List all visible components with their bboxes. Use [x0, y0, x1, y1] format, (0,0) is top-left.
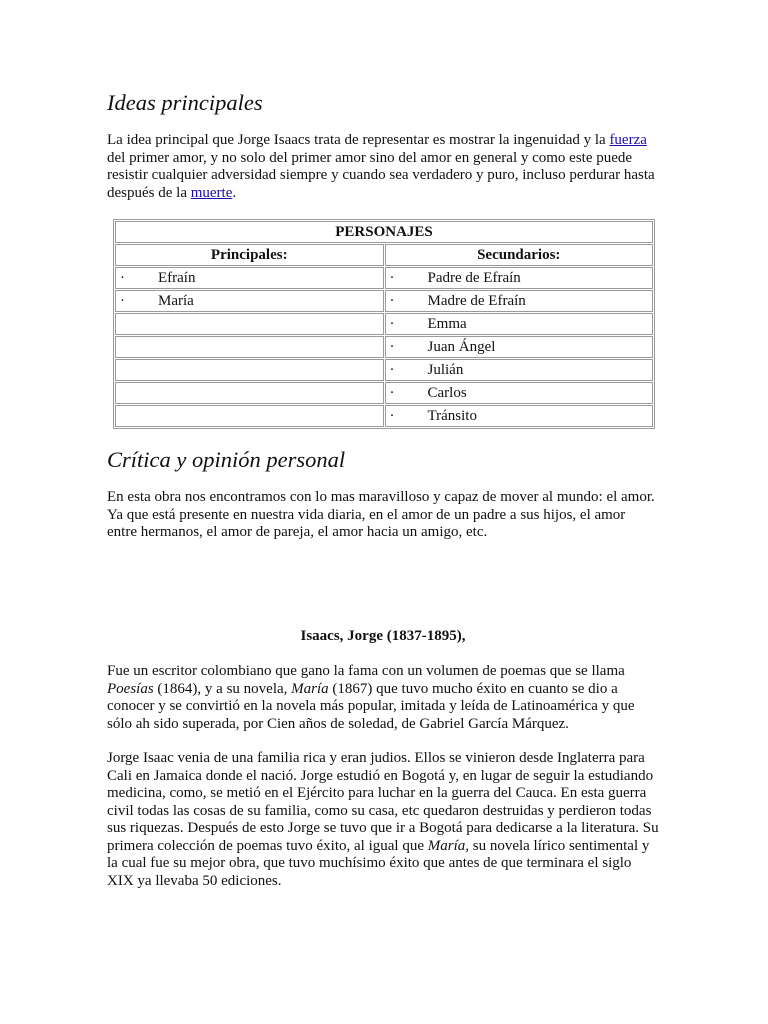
table-title-row: [115, 221, 653, 243]
critica-paragraph: En esta obra nos encontramos con lo mas maravilloso y capaz de mover al mundo: el amor. Ya que está presente en nuestra vida diaria, en el amor de un padre a sus hijos, el amor entre hermanos, el amor de pareja, el amor hacia un amigo, etc.: [107, 489, 655, 540]
table-row: [115, 359, 653, 381]
biography-paragraph-1: [107, 663, 659, 733]
table-row: [115, 290, 653, 312]
personajes-table: [113, 219, 655, 429]
secundario-name: Juan Ángel: [427, 339, 496, 355]
biography-paragraph-2: [107, 750, 659, 890]
principal-cell: [115, 313, 384, 335]
maria-title: María: [291, 680, 329, 697]
bio-p2-text-b: su novela lírico sentimental y la cual fue su mejor obra, que tuvo muchísimo éxito que antes de que terminara el siglo XIX ya llevaba 50 ediciones.: [107, 837, 650, 889]
table-row: [115, 405, 653, 427]
bio-p2-text-a: Jorge Isaac venia de una familia rica y eran judios. Ellos se vinieron desde Inglaterra para Cali en Jamaica donde el nació. Jorge estudió en Bogotá y, en lugar de seguir la estudiando medicina, como, se metió en el Ejército para luchar en la guerra del Cauca. En esta guerra civil todas las cosas de su familia, como su casa, etc quedaron destruidas y perdieron todas sus riquezas. Después de esto Jorge se tuvo que ir a Bogotá para dedicarse a la literatura. Su primera colección de poemas tuvo éxito, al igual que: [107, 750, 659, 854]
bullet: ·: [389, 408, 395, 424]
principales-header: Principales:: [115, 244, 384, 266]
table-row: [115, 382, 653, 404]
muerte-link[interactable]: muerte: [190, 184, 233, 201]
secundario-name: Padre de Efraín: [427, 270, 521, 286]
bullet: ·: [389, 385, 395, 401]
secundario-cell: [385, 382, 654, 404]
poesias-title: Poesías: [107, 680, 154, 697]
principal-cell: [115, 405, 384, 427]
secundario-name: Madre de Efraín: [427, 293, 526, 309]
secundario-cell: [385, 267, 654, 289]
section-title-critica: Crítica y opinión personal: [107, 447, 346, 472]
secundario-name: Emma: [427, 316, 467, 332]
ideas-text-1: La idea principal que Jorge Isaacs trata de representar es mostrar la ingenuidad y la: [107, 132, 610, 148]
secundario-cell: [385, 336, 654, 358]
bio-p1-text-c: (1867) que tuvo mucho éxito en cuanto se dio a conocer y se convirtió en la novela más popular, imitada y leída de Latinoamérica y que sólo ah sido superada, por Cien años de soledad, de Gabriel García Márquez.: [107, 680, 635, 732]
secundarios-header: Secundarios:: [385, 244, 654, 266]
bullet: ·: [120, 293, 125, 309]
bullet: ·: [389, 270, 395, 286]
bullet: ·: [389, 293, 395, 309]
principal-cell: [115, 267, 384, 289]
secundario-cell: [385, 290, 654, 312]
secundario-cell: [385, 405, 654, 427]
ideas-paragraph: [107, 132, 659, 202]
ideas-text-2: del primer amor, y no solo del primer amor sino del amor en general y como este puede resistir cualquier adversidad siempre y cuando sea verdadero y puro, incluso perdurar hasta después de la: [107, 149, 655, 201]
secundario-cell: [385, 359, 654, 381]
table-title: PERSONAJES: [115, 221, 653, 243]
principal-cell: [115, 290, 384, 312]
principal-name: Efraín: [158, 270, 196, 286]
table-row: [115, 336, 653, 358]
bio-p1-text-b: (1864), y a su novela,: [153, 680, 292, 697]
secundario-name: Tránsito: [427, 408, 477, 424]
principal-cell: [115, 382, 384, 404]
biography-heading: Isaacs, Jorge (1837-1895),: [300, 628, 466, 644]
fuerza-link[interactable]: fuerza: [609, 132, 647, 148]
maria-title-2: María,: [427, 837, 469, 854]
secundario-name: Carlos: [427, 385, 467, 401]
bio-p1-text-a: Fue un escritor colombiano que gano la fama con un volumen de poemas que se llama: [107, 663, 625, 679]
bullet: ·: [120, 270, 125, 286]
table-body: [115, 267, 653, 427]
bullet: ·: [389, 362, 395, 378]
secundario-name: Julián: [427, 362, 464, 378]
section-title-ideas: Ideas principales: [107, 90, 263, 115]
principal-cell: [115, 336, 384, 358]
table-row: [115, 267, 653, 289]
table-row: [115, 313, 653, 335]
principal-name: María: [158, 293, 194, 309]
bullet: ·: [389, 316, 395, 332]
table-header-row: [115, 244, 653, 266]
ideas-text-3: .: [232, 184, 237, 201]
bullet: ·: [389, 339, 395, 355]
principal-cell: [115, 359, 384, 381]
secundario-cell: [385, 313, 654, 335]
